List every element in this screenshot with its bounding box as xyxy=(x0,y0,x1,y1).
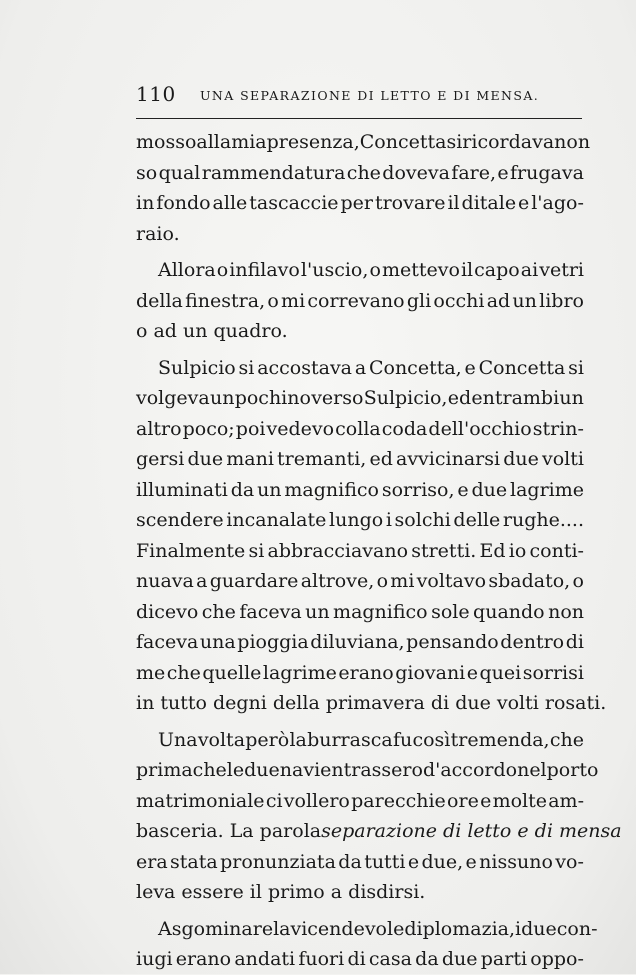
text-line: illuminati da un magnifico sorriso, e due lagrime xyxy=(136,478,584,501)
text-line: dicevo che faceva un magnifico sole quando non xyxy=(136,600,584,623)
text-fragment: basceria. La parola xyxy=(136,820,322,842)
italic-phrase: separazione di letto e di mensa xyxy=(321,820,622,842)
page-header xyxy=(136,82,584,110)
text-line: me che quelle lagrime erano giovani e quei sorrisi xyxy=(136,661,584,684)
text-line: iugi erano andati fuori di casa da due parti oppo- xyxy=(136,948,584,970)
text-line: prima che le due navi entrassero d'accordo nel porto xyxy=(136,759,599,781)
text-line: mosso alla mia presenza, Concetta si ricordava non xyxy=(136,131,591,153)
text-line: della finestra, o mi correvano gli occhi ad un libro xyxy=(136,289,584,312)
text-line: A sgominare la vicendevole diplomazia, i due con- xyxy=(158,917,598,940)
text-line: gersi due mani tremanti, ed avvicinarsi due volti xyxy=(136,448,584,470)
text-line xyxy=(136,816,622,847)
text-line: volgeva un pochino verso Sulpicio, ed entrambi un xyxy=(136,387,584,409)
text-line: o ad un quadro. xyxy=(136,320,288,342)
text-line: leva essere il primo a disdirsi. xyxy=(136,881,426,903)
text-line: Sulpicio si accostava a Concetta, e Concetta si xyxy=(158,356,584,379)
header-rule xyxy=(136,118,582,119)
text-line: in fondo alle tascaccie per trovare il ditale e l'ago- xyxy=(136,192,584,214)
page-number: 110 xyxy=(136,82,176,106)
text-line: so qual rammendatura che doveva fare, e frugava xyxy=(136,161,584,184)
text-line: faceva una pioggia diluviana, pensando dentro di xyxy=(136,631,584,653)
text-line: Allora o infilavo l'uscio, o mettevo il capo ai vetri xyxy=(158,259,584,281)
text-line: Finalmente si abbracciavano stretti. Ed io conti- xyxy=(136,539,584,562)
text-line: era stata pronunziata da tutti e due, e nissuno vo- xyxy=(136,850,584,873)
text-line: nuava a guardare altrove, o mi voltavo sbadato, o xyxy=(136,570,584,592)
text-line: scendere incanalate lungo i solchi delle rughe.... xyxy=(136,509,584,531)
text-line: raio. xyxy=(136,222,180,245)
text-line: altro poco; poi vedevo colla coda dell'occhio strin- xyxy=(136,417,584,440)
text-line: matrimoniale ci vollero parecchie ore e molte am- xyxy=(136,789,584,812)
running-title: UNA SEPARAZIONE DI LETTO E DI MENSA. xyxy=(200,88,540,103)
body-text xyxy=(136,127,622,975)
text-line: in tutto degni della primavera di due volti rosati. xyxy=(136,692,607,714)
text-line: Una volta però la burrasca fu così tremenda, che xyxy=(158,728,584,751)
